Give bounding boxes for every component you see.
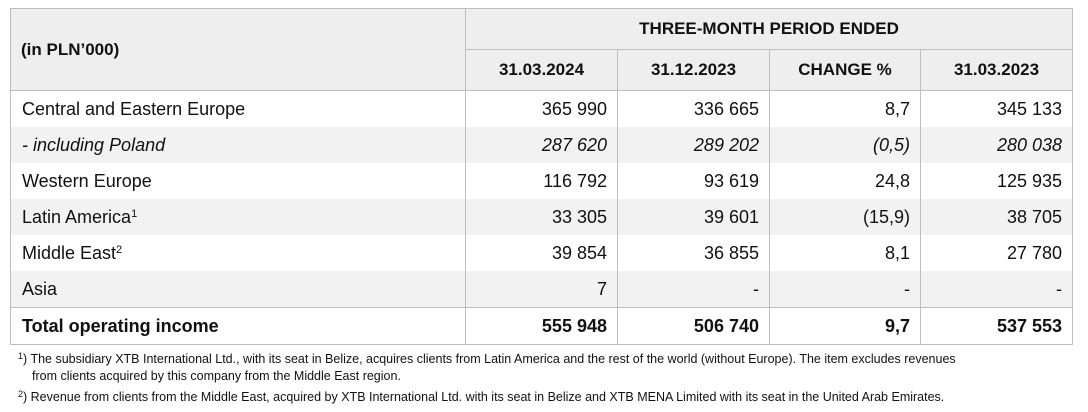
row-label bbox=[11, 91, 466, 128]
table-cell: 116 792 bbox=[466, 163, 618, 199]
table-cell: 38 705 bbox=[921, 199, 1073, 235]
footnote-marker: 1 bbox=[131, 207, 138, 220]
table-cell: (15,9) bbox=[770, 199, 921, 235]
operating-income-table-container bbox=[10, 8, 1072, 345]
table-cell: 125 935 bbox=[921, 163, 1073, 199]
footnote-1-line2: from clients acquired by this company from the Middle East region. bbox=[32, 369, 401, 383]
header-row-period bbox=[11, 9, 1073, 50]
row-label-text: Western Europe bbox=[22, 170, 152, 191]
table-cell: 9,7 bbox=[770, 308, 921, 345]
table-cell: 39 854 bbox=[466, 235, 618, 271]
row-label-text: Total operating income bbox=[22, 315, 219, 336]
column-header-change: CHANGE % bbox=[770, 50, 921, 91]
table-cell: 365 990 bbox=[466, 91, 618, 128]
table-row bbox=[11, 127, 1073, 163]
column-header-31-12-2023: 31.12.2023 bbox=[618, 50, 770, 91]
table-cell: - bbox=[921, 271, 1073, 308]
table-cell: 336 665 bbox=[618, 91, 770, 128]
table-cell: 24,8 bbox=[770, 163, 921, 199]
table-cell: 8,1 bbox=[770, 235, 921, 271]
total-row bbox=[11, 308, 1073, 345]
table-cell: 280 038 bbox=[921, 127, 1073, 163]
table-cell: (0,5) bbox=[770, 127, 921, 163]
row-label bbox=[11, 163, 466, 199]
footnote-text: Revenue from clients from the Middle East, acquired by XTB International Ltd. with its seat in Belize and XTB MENA Limited with its seat in the United Arab Emirates. bbox=[30, 390, 945, 404]
row-label-text: Asia bbox=[22, 278, 58, 299]
period-label: THREE-MONTH PERIOD ENDED bbox=[466, 9, 1073, 50]
row-label-text: - including Poland bbox=[22, 134, 166, 155]
table-row bbox=[11, 91, 1073, 128]
footnote-mark: 2 bbox=[18, 389, 24, 399]
footnote-1-line1: $^1$) The subsidiary XTB International Ltd., with its seat in Belize, acquires clients from Latin America and the rest of the world (without Europe). The item excludes revenues bbox=[18, 351, 956, 366]
row-label-text: Central and Eastern Europe bbox=[22, 98, 246, 119]
table-cell: 7 bbox=[466, 271, 618, 308]
table-cell: 39 601 bbox=[618, 199, 770, 235]
table-cell: 555 948 bbox=[466, 308, 618, 345]
row-label bbox=[11, 271, 466, 308]
table-cell: 36 855 bbox=[618, 235, 770, 271]
table-cell: - bbox=[618, 271, 770, 308]
table-cell: 8,7 bbox=[770, 91, 921, 128]
row-label bbox=[11, 199, 466, 235]
footnote-text: The subsidiary XTB International Ltd., with its seat in Belize, acquires clients from Latin America and the rest of the world (without Europe). The item excludes revenues bbox=[30, 352, 956, 366]
table-row bbox=[11, 199, 1073, 235]
column-header-31-03-2024: 31.03.2024 bbox=[466, 50, 618, 91]
operating-income-table bbox=[10, 8, 1073, 345]
table-row bbox=[11, 235, 1073, 271]
unit-label: (in PLN’000) bbox=[11, 9, 466, 91]
table-cell: 287 620 bbox=[466, 127, 618, 163]
table-cell: - bbox=[770, 271, 921, 308]
row-label bbox=[11, 235, 466, 271]
footnote-mark: 1 bbox=[18, 351, 24, 361]
table-cell: 93 619 bbox=[618, 163, 770, 199]
column-header-31-03-2023: 31.03.2023 bbox=[921, 50, 1073, 91]
table-row bbox=[11, 271, 1073, 308]
footnote-marker: 2 bbox=[116, 243, 123, 256]
row-label bbox=[11, 308, 466, 345]
row-label-text: Latin America bbox=[22, 206, 132, 227]
footnote-2 bbox=[18, 386, 1078, 406]
table-cell: 537 553 bbox=[921, 308, 1073, 345]
table-cell: 33 305 bbox=[466, 199, 618, 235]
row-label-text: Middle East bbox=[22, 242, 117, 263]
table-cell: 27 780 bbox=[921, 235, 1073, 271]
table-cell: 289 202 bbox=[618, 127, 770, 163]
table-row bbox=[11, 163, 1073, 199]
footnote-2-line1: $^2$) Revenue from clients from the Middle East, acquired by XTB International Ltd. with its seat in Belize and XTB MENA Limited with its seat in the United Arab Emirates. bbox=[18, 389, 945, 404]
footnote-1 bbox=[18, 348, 1078, 385]
table-cell: 345 133 bbox=[921, 91, 1073, 128]
row-label bbox=[11, 127, 466, 163]
table-cell: 506 740 bbox=[618, 308, 770, 345]
